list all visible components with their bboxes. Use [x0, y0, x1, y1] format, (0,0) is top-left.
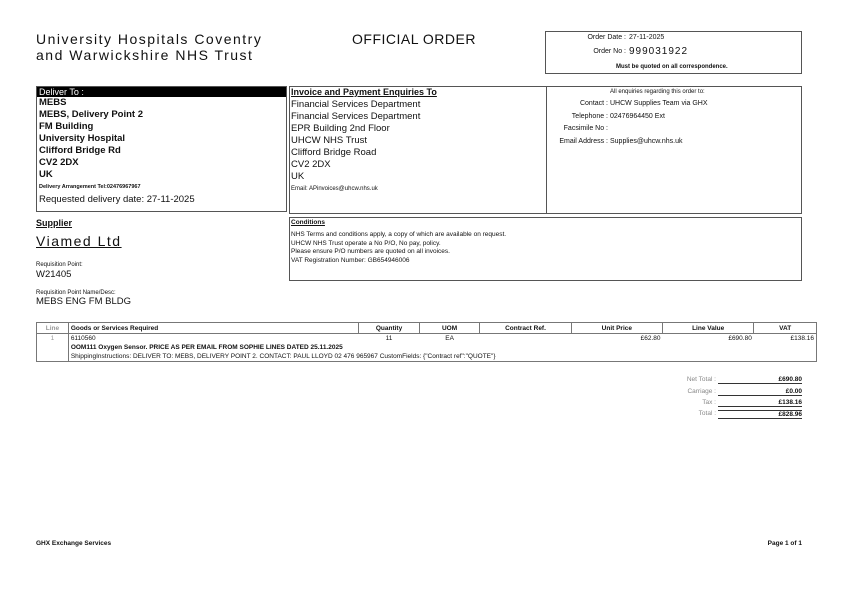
table-row — [37, 334, 817, 344]
condition-line: UHCW NHS Trust operate a No P/O, No pay, policy. — [291, 239, 441, 247]
row-line-number: 1 — [37, 334, 69, 362]
row-description: OOM111 Oxygen Sensor. PRICE AS PER EMAIL FROM SOPHIE LINES DATED 25.11.2025 — [70, 344, 343, 351]
col-line-value: Line Value — [663, 323, 754, 334]
invoice-email: Email: APinvoices@uhcw.nhs.uk — [291, 186, 378, 192]
order-date: 27-11-2025 — [629, 34, 665, 41]
condition-line: NHS Terms and conditions apply, a copy of which are available on request. — [291, 231, 507, 238]
condition-line: VAT Registration Number: GB654946006 — [291, 256, 410, 264]
email-value: Supplies@uhcw.nhs.uk — [610, 138, 683, 145]
carriage-label: Carriage : — [687, 388, 716, 395]
total-label: Total : — [698, 410, 716, 417]
footer-left: GHX Exchange Services — [36, 540, 112, 547]
order-items-table — [36, 322, 817, 362]
row-uom: EA — [445, 335, 454, 342]
col-unit-price: Unit Price — [571, 323, 662, 334]
invoice-box — [289, 86, 802, 214]
deliver-line: FM Building — [39, 121, 94, 132]
carriage-value: £0.00 — [718, 388, 802, 396]
deliver-line: MEBS, Delivery Point 2 — [39, 109, 144, 120]
grand-total: £828.96 — [718, 410, 802, 419]
delivery-arrangement: Delivery Arrangement Tel:02476967967 — [39, 184, 141, 190]
order-number: 999031922 — [629, 46, 689, 57]
table-row-shipping — [37, 352, 817, 362]
order-date-label: Order Date : — [587, 34, 626, 41]
condition-line: Please ensure P/O numbers are quoted on all invoices. — [291, 248, 450, 255]
conditions-text — [291, 231, 506, 265]
invoice-line: Clifford Bridge Road — [291, 147, 377, 158]
table-row-description — [37, 343, 817, 352]
email-label: Email Address : — [559, 138, 608, 145]
requested-delivery-date: Requested delivery date: 27-11-2025 — [39, 194, 195, 205]
net-total-label: Net Total : — [686, 376, 716, 383]
requisition-point-name-label: Requisition Point Name/Desc: — [36, 290, 116, 296]
telephone-label: Telephone : — [571, 113, 608, 120]
col-contract-ref: Contract Ref. — [480, 323, 571, 334]
deliver-line: MEBS — [39, 97, 67, 108]
order-no-label: Order No : — [593, 48, 626, 55]
trust-name-line1: University Hospitals Coventry — [36, 31, 263, 47]
invoice-line: Financial Services Department — [291, 111, 421, 122]
deliver-line: University Hospital — [39, 133, 126, 144]
deliver-line: CV2 2DX — [39, 157, 79, 168]
tax-label: Tax : — [702, 399, 716, 406]
invoice-line: CV2 2DX — [291, 159, 331, 170]
invoice-line: UK — [291, 171, 305, 182]
table-header-row — [37, 323, 817, 334]
row-line-value: £690.80 — [728, 335, 752, 342]
deliver-to-box — [36, 86, 287, 212]
col-goods: Goods or Services Required — [68, 323, 358, 334]
invoice-line: UHCW NHS Trust — [291, 135, 367, 146]
invoice-line: Financial Services Department — [291, 99, 421, 110]
net-total: £690.80 — [718, 376, 802, 384]
supplier-name: Viamed Ltd — [36, 233, 122, 249]
conditions-heading: Conditions — [291, 219, 325, 226]
row-contract-ref — [480, 334, 571, 344]
order-info-box — [545, 31, 802, 74]
enquiries-note: All enquiries regarding this order to: — [610, 89, 705, 95]
trust-name-line2: and Warwickshire NHS Trust — [36, 47, 254, 63]
tax-value: £138.16 — [718, 399, 802, 407]
invoice-heading: Invoice and Payment Enquiries To — [291, 87, 437, 97]
supplier-heading: Supplier — [36, 218, 73, 228]
telephone-value: 02476964450 Ext — [610, 113, 665, 120]
row-shipping-instructions: ShippingInstructions: DELIVER TO: MEBS, DELIVERY POINT 2. CONTACT: PAUL LLOYD 02 476 965967 CustomFields: {"Contract ref":"QUOTE"} — [70, 353, 496, 360]
contact-value: UHCW Supplies Team via GHX — [610, 100, 708, 107]
row-quantity: 11 — [385, 335, 393, 342]
col-line: Line — [37, 323, 69, 334]
col-vat: VAT — [754, 323, 817, 334]
fax-label: Facsimile No : — [563, 125, 608, 132]
invoice-address — [291, 99, 420, 183]
deliver-to-heading: Deliver To : — [37, 87, 286, 97]
quote-note: Must be quoted on all correspondence. — [616, 64, 728, 70]
requisition-point: W21405 — [36, 269, 72, 280]
trust-name — [36, 31, 262, 63]
col-quantity: Quantity — [359, 323, 420, 334]
deliver-line: Clifford Bridge Rd — [39, 145, 121, 156]
enquiries-divider — [546, 87, 547, 213]
requisition-point-label: Requisition Point: — [36, 262, 83, 268]
invoice-line: EPR Building 2nd Floor — [291, 123, 390, 134]
row-code: 6110560 — [70, 335, 96, 342]
contact-label: Contact : — [579, 100, 608, 107]
document-title: OFFICIAL ORDER — [352, 31, 476, 47]
row-vat: £138.16 — [790, 335, 814, 342]
deliver-line: UK — [39, 169, 53, 180]
conditions-box — [289, 217, 802, 281]
requisition-point-name: MEBS ENG FM BLDG — [36, 296, 132, 307]
deliver-address — [39, 97, 143, 181]
page-number: Page 1 of 1 — [767, 540, 802, 547]
col-uom: UOM — [419, 323, 480, 334]
row-unit-price: £62.80 — [640, 335, 661, 342]
